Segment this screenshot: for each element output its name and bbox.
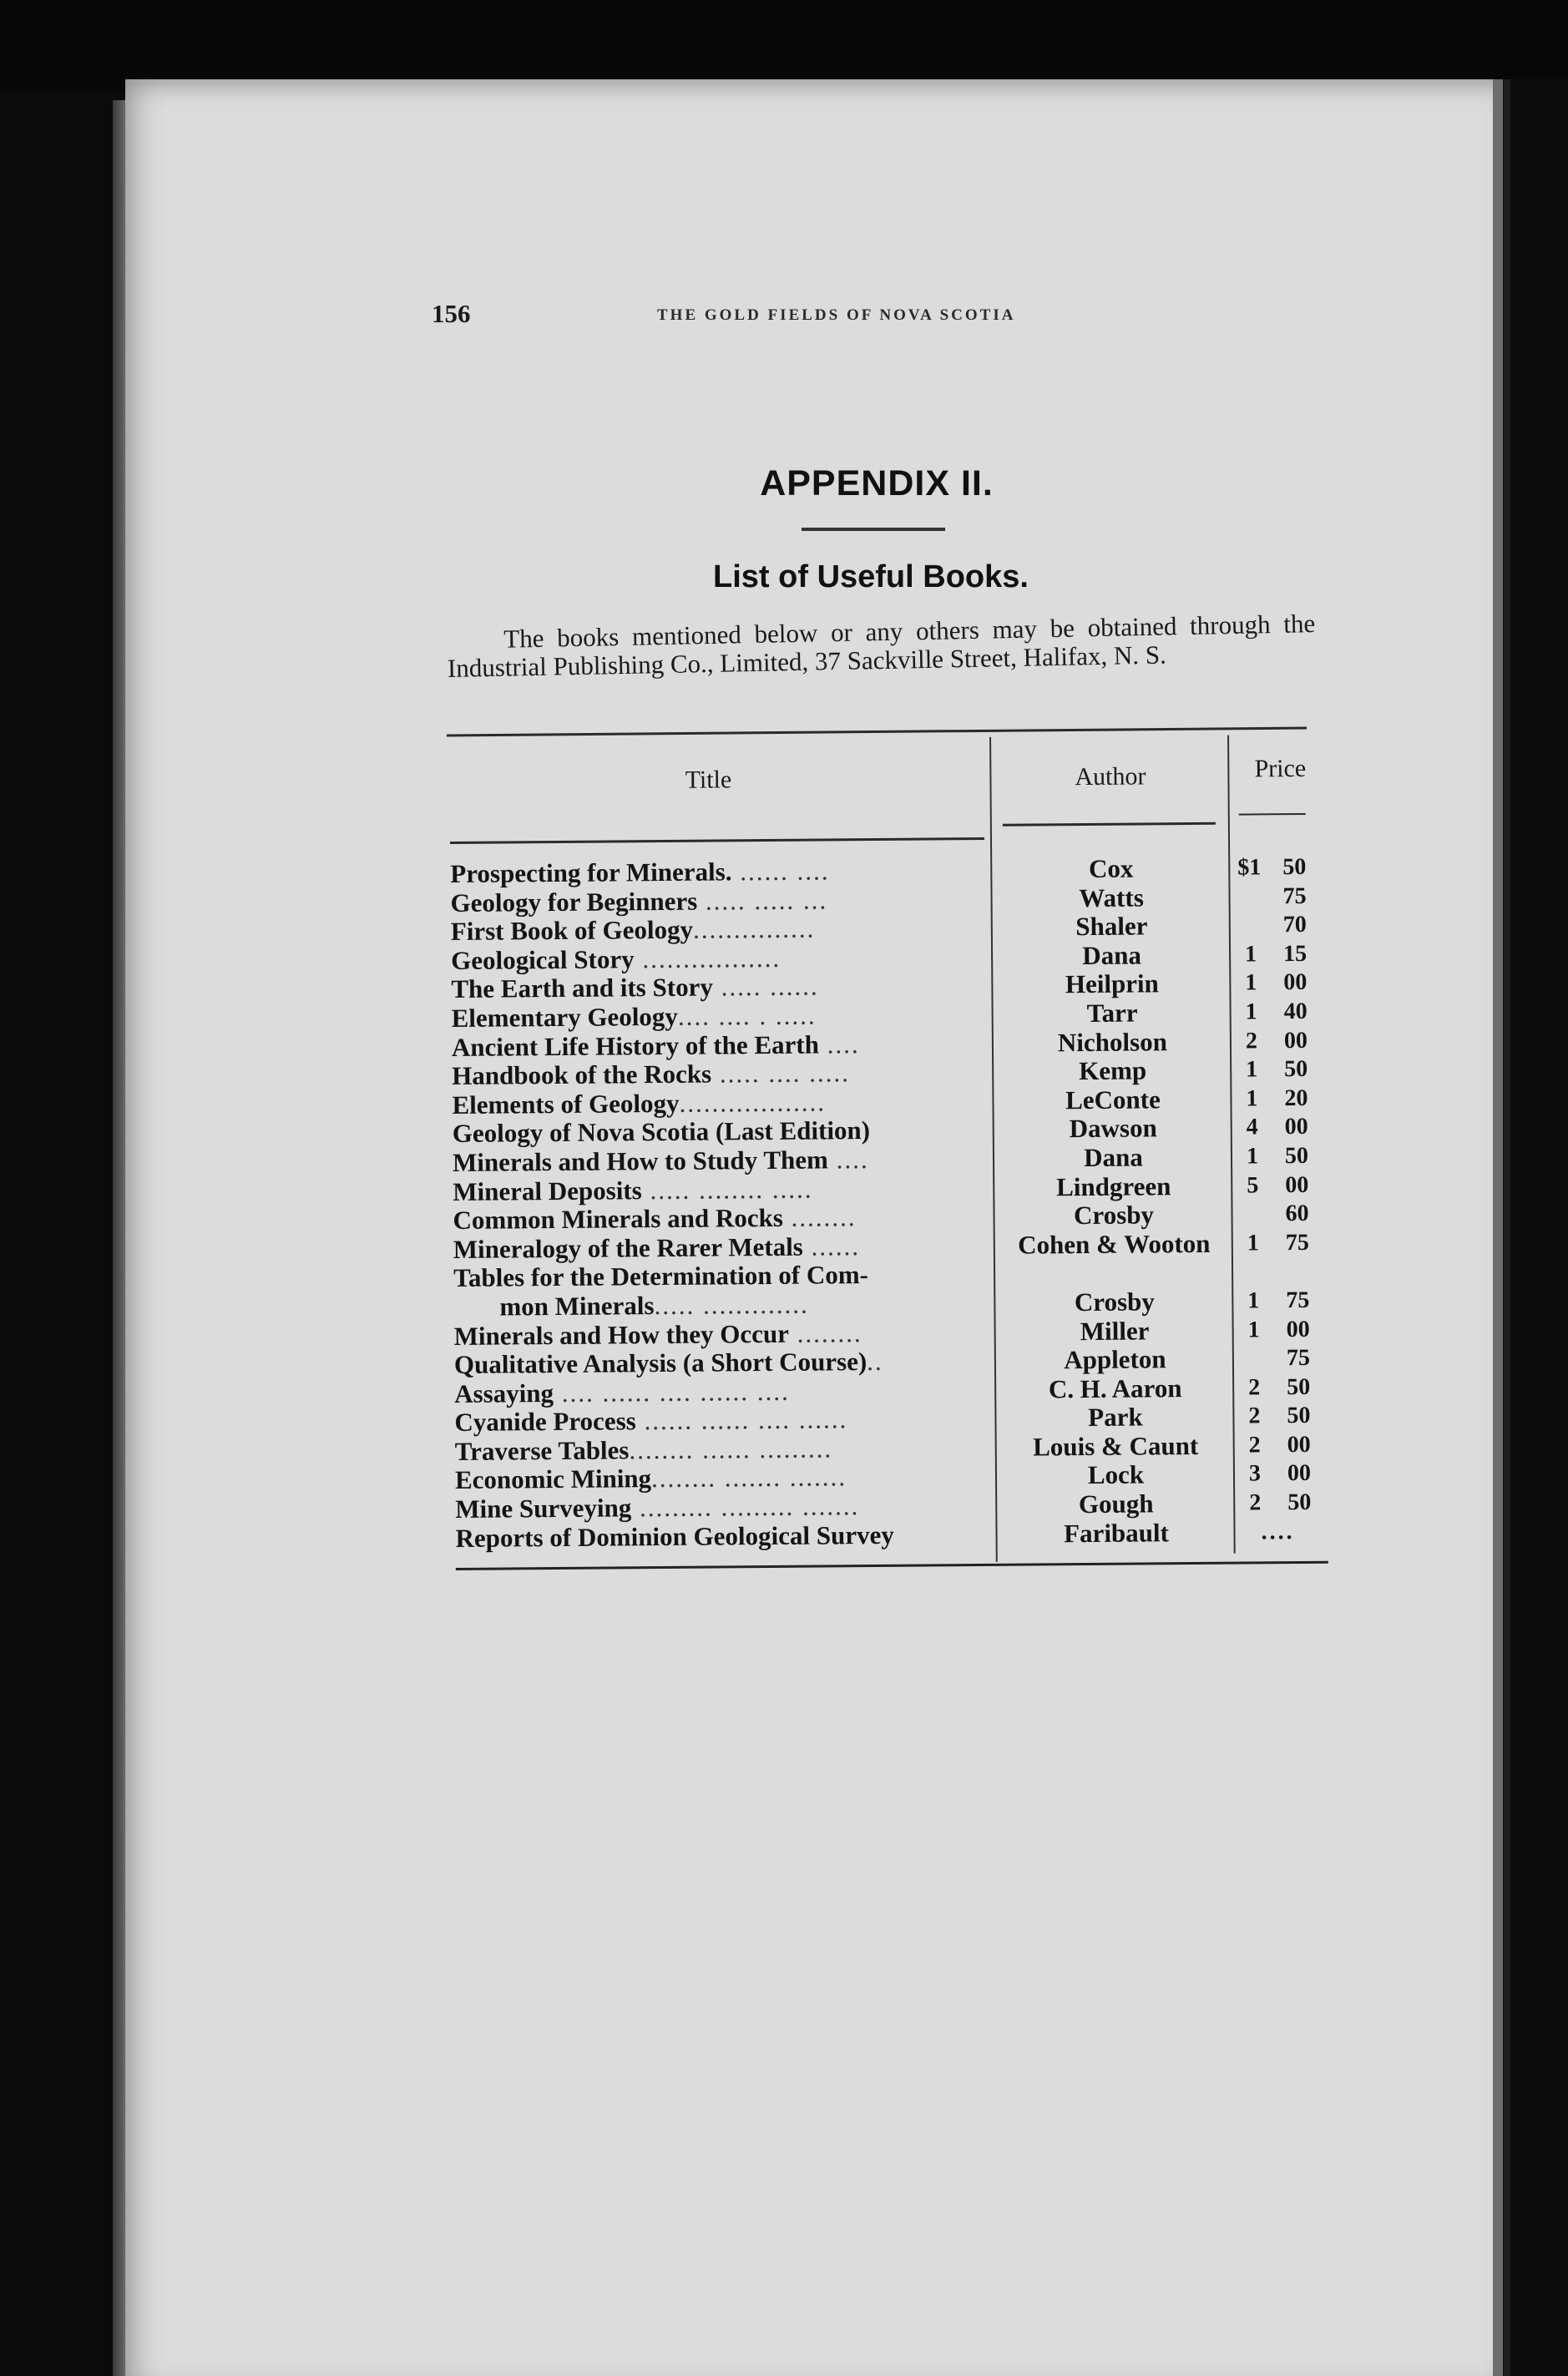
price-dollars: 1 (1246, 1143, 1259, 1170)
intro-paragraph: The books mentioned below or any others may be obtained through the Industrial Publishing Co., Limited, 37 Sackville Street, Halifax, N. S. (447, 609, 1316, 683)
book-price (1232, 1084, 1333, 1114)
price-cents: 75 (1286, 1345, 1311, 1372)
book-title (450, 856, 991, 889)
leader-dots: .... (818, 1029, 860, 1059)
header-rule (450, 837, 984, 844)
book-author: Cohen & Wooton (1018, 1228, 1211, 1260)
book-title-text: Assaying (454, 1378, 554, 1408)
book-title-text: Minerals and How to Study Them (452, 1145, 829, 1177)
leader-dots: .................. (679, 1087, 827, 1118)
price-dollars: 1 (1247, 1230, 1259, 1256)
book-price (1232, 911, 1332, 941)
page-number: 156 (432, 299, 471, 328)
book-price (1232, 1026, 1333, 1056)
price-dollars: 4 (1246, 1114, 1258, 1140)
book-title-text: Ancient Life History of the Earth (451, 1029, 820, 1062)
book-author: Crosby (1073, 1200, 1155, 1231)
leader-dots: ...... (802, 1231, 861, 1261)
book-title-text: Tables for the Determination of Com- (453, 1260, 869, 1293)
price-column (1230, 728, 1330, 1545)
book-author: Miller (1080, 1315, 1150, 1346)
book-title-text: First Book of Geology (450, 914, 694, 947)
book-author: Crosby (1074, 1287, 1155, 1317)
page-right-border (1493, 79, 1503, 2376)
book-price (1234, 1287, 1334, 1317)
book-title (453, 1289, 994, 1322)
appendix-heading: APPENDIX II. (760, 463, 994, 503)
price-header: Price (1254, 754, 1307, 783)
leader-dots: ........ (788, 1317, 862, 1348)
book-table (449, 728, 1337, 1578)
leader-dots: .... (827, 1145, 869, 1175)
book-title (455, 1433, 996, 1467)
price-cents: 50 (1287, 1373, 1311, 1400)
leader-dots: ............... (692, 913, 816, 944)
price-dollars: 2 (1249, 1489, 1262, 1516)
book-title (453, 1145, 994, 1178)
author-header: Author (1075, 762, 1146, 791)
facing-page-edge (1503, 79, 1568, 2376)
book-title-text: Economic Mining (454, 1464, 652, 1495)
price-cents: 00 (1283, 1027, 1308, 1054)
book-price (1234, 1228, 1334, 1258)
book-title (451, 913, 992, 947)
book-title (454, 1376, 995, 1409)
price-cents: 70 (1282, 912, 1307, 938)
book-title-text: Geology for Beginners (450, 886, 698, 918)
book-author: Dana (1084, 1142, 1143, 1172)
book-author: Lindgreen (1056, 1170, 1171, 1201)
book-author: Dana (1082, 940, 1142, 970)
book-title-text: Mine Surveying (455, 1493, 632, 1524)
book-price (1236, 1517, 1336, 1547)
price-cents: 60 (1285, 1201, 1309, 1227)
book-title-text: Minerals and How they Occur (453, 1318, 790, 1351)
book-price (1233, 1142, 1333, 1172)
book-price (1233, 1200, 1333, 1230)
book-title-text: Elementary Geology (451, 1001, 678, 1033)
book-title (455, 1462, 996, 1495)
scan-background (0, 0, 1568, 92)
price-cents: 40 (1283, 998, 1308, 1025)
book-title (452, 1029, 993, 1062)
book-author: Faribault (1064, 1517, 1170, 1548)
leader-dots: ..... ..... ... (697, 885, 828, 916)
book-title (453, 1173, 994, 1206)
book-title-text: Handbook of the Rocks (452, 1059, 712, 1091)
price-dollars: 1 (1244, 941, 1257, 968)
book-title-text: Geological Story (450, 944, 635, 975)
price-cents: 50 (1284, 1056, 1308, 1083)
book-price (1236, 1459, 1336, 1489)
book-title-text: Mineralogy of the Rarer Metals (453, 1231, 803, 1264)
header-rule (1003, 822, 1216, 827)
price-dollars: 1 (1246, 1085, 1258, 1112)
header-rule (1239, 813, 1306, 816)
book-price (1232, 1055, 1333, 1085)
leader-dots: ..... ...... (712, 971, 819, 1002)
book-title (454, 1404, 995, 1438)
book-price (1236, 1489, 1336, 1519)
book-title (451, 971, 992, 1004)
leader-dots: ..... ............. (654, 1289, 809, 1320)
price-cents: 00 (1286, 1316, 1310, 1342)
author-rows (991, 854, 1237, 1549)
book-author: Nicholson (1057, 1026, 1168, 1057)
price-cents: 00 (1283, 969, 1308, 996)
title-rows (450, 856, 997, 1553)
leader-dots: ......... ......... ....... (631, 1491, 860, 1523)
running-head (432, 299, 1075, 341)
price-dollars: 5 (1247, 1171, 1259, 1199)
book-price (1235, 1344, 1335, 1374)
price-dollars: 2 (1248, 1374, 1261, 1401)
book-author: Heilprin (1065, 968, 1159, 999)
leader-dots: .. (867, 1347, 883, 1377)
book-author: Shaler (1075, 911, 1148, 942)
leader-dots: ...... .... (731, 856, 830, 887)
price-cents: 00 (1287, 1460, 1312, 1487)
title-header: Title (685, 766, 732, 794)
book-title (455, 1491, 996, 1524)
book-title-text: Reports of Dominion Geological Survey (455, 1519, 894, 1553)
leader-dots: ........ (782, 1202, 857, 1233)
price-cents: 00 (1284, 1114, 1308, 1140)
book-title (454, 1347, 995, 1380)
book-title (453, 1202, 994, 1236)
book-title (452, 1000, 993, 1034)
book-author: Park (1088, 1402, 1143, 1433)
book-title (450, 884, 991, 918)
price-rows (1231, 853, 1337, 1547)
price-dollars: $1 (1237, 854, 1262, 881)
price-dollars: 3 (1248, 1460, 1262, 1487)
book-author: Lock (1087, 1459, 1145, 1490)
book-title (453, 1231, 994, 1265)
leader-dots: .... ...... .... ...... .... (553, 1376, 790, 1408)
leader-dots: ........ ....... ....... (650, 1462, 847, 1494)
leader-dots: ..... ........ ..... (641, 1174, 813, 1205)
book-title-text: Common Minerals and Rocks (453, 1203, 783, 1236)
price-cents: 75 (1282, 882, 1307, 909)
book-price (1235, 1373, 1335, 1403)
price-dollars: 1 (1247, 1287, 1260, 1314)
book-author: LeConte (1065, 1084, 1161, 1115)
leader-dots: ........ ...... ......... (629, 1433, 833, 1465)
list-heading: List of Useful Books. (713, 559, 1029, 594)
leader-dots: ..... .... ..... (711, 1058, 851, 1089)
book-price (1234, 1315, 1334, 1345)
price-cents: 75 (1286, 1287, 1310, 1314)
book-author (994, 1258, 1234, 1289)
book-price (1232, 968, 1332, 998)
book-title-text: Cyanide Process (454, 1406, 636, 1438)
book-author: C. H. Aaron (1048, 1373, 1182, 1404)
price-dollars: 2 (1248, 1432, 1261, 1458)
price-dollars: 1 (1245, 998, 1257, 1025)
leader-dots: .... .... . ..... (677, 1000, 817, 1031)
price-cents: 50 (1284, 1142, 1309, 1170)
table-bottom-rule (456, 1561, 1328, 1570)
price-cents: 15 (1282, 940, 1308, 967)
price-cents: 00 (1287, 1431, 1311, 1458)
book-title (453, 1115, 994, 1149)
book-author: Louis & Caunt (1033, 1430, 1199, 1462)
book-title-text: Prospecting for Minerals. (450, 857, 732, 888)
book-title-text: Qualitative Analysis (a Short Course) (453, 1347, 867, 1380)
book-author: Dawson (1069, 1113, 1157, 1144)
book-title-text: Traverse Tables (454, 1435, 630, 1466)
book-author: Kemp (1079, 1055, 1147, 1086)
price-dollars: 2 (1245, 1027, 1258, 1054)
book-title (451, 943, 992, 976)
leader-dots: ................. (634, 943, 781, 974)
book-title-text: Elements of Geology (452, 1088, 680, 1120)
book-title (454, 1317, 995, 1351)
price-dollars: 1 (1245, 969, 1257, 996)
leader-dots: ...... ...... .... ...... (635, 1404, 848, 1436)
book-title-text: Mineral Deposits (453, 1175, 642, 1206)
book-author: Tarr (1086, 998, 1138, 1028)
price-cents: 50 (1282, 853, 1307, 881)
book-price (1234, 1257, 1334, 1287)
book-author: Watts (1079, 882, 1144, 912)
book-price (1236, 1431, 1336, 1461)
book-title (452, 1087, 993, 1120)
price-dollars: 1 (1247, 1316, 1260, 1343)
book-title-text: mon Minerals (499, 1290, 655, 1322)
price-dollars: 2 (1248, 1403, 1261, 1429)
price-cents: 50 (1287, 1403, 1311, 1429)
book-title-text: The Earth and its Story (451, 972, 714, 1004)
price-cents: 50 (1287, 1489, 1312, 1516)
book-price (1233, 1170, 1333, 1201)
book-author: Cox (1088, 853, 1134, 883)
book-price (1231, 853, 1331, 883)
book-price (1232, 939, 1332, 969)
running-title: THE GOLD FIELDS OF NOVA SCOTIA (657, 306, 1016, 324)
heading-rule (802, 528, 945, 531)
price-cents: 00 (1285, 1171, 1309, 1198)
price-cents: 20 (1284, 1084, 1308, 1111)
price-text: .... (1261, 1518, 1295, 1545)
book-author: Appleton (1064, 1344, 1166, 1375)
book-title (452, 1058, 993, 1091)
book-author: Gough (1078, 1489, 1154, 1519)
price-cents: 75 (1285, 1229, 1309, 1256)
book-price (1232, 998, 1333, 1028)
book-title-text: Geology of Nova Scotia (Last Edition) (452, 1115, 871, 1149)
book-price (1231, 882, 1331, 912)
book-price (1233, 1113, 1333, 1143)
price-dollars: 1 (1246, 1056, 1258, 1083)
book-price (1235, 1402, 1335, 1432)
book-title (453, 1260, 994, 1293)
book-title (455, 1520, 996, 1554)
